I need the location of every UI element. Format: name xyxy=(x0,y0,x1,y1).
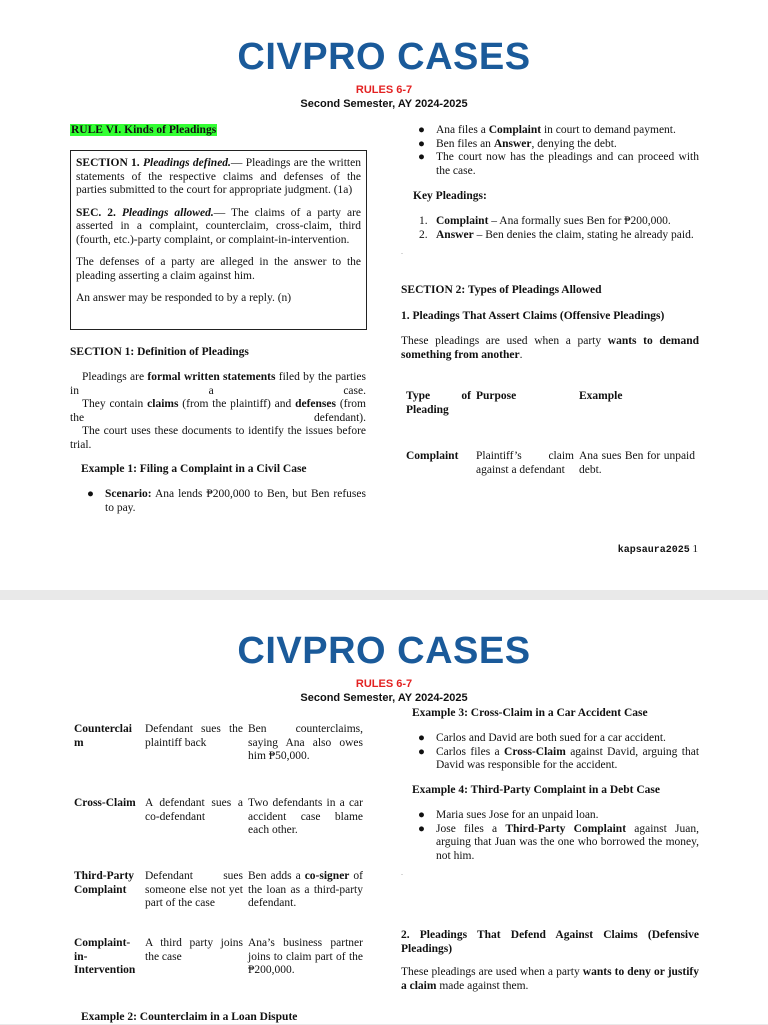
key-pleadings-heading: Key Pleadings: xyxy=(413,190,487,202)
list-item: 2. Answer – Ben denies the claim, stating he already paid. xyxy=(419,228,694,241)
definition-paragraph: Pleadings are formal written statements filed by the parties in a case. They contain claims (from the plaintiff) and defenses (from the defendant). The court uses these documents to identify the issues before trial. xyxy=(70,371,366,451)
separator-mark: . xyxy=(401,247,403,256)
reply-paragraph: An answer may be responded to by a reply. (n) xyxy=(76,292,292,304)
rules-subtitle: RULES 6-7 xyxy=(355,678,413,690)
table-row xyxy=(74,870,368,937)
page-title: CIVPRO CASES xyxy=(237,36,531,78)
footer-watermark: kapsaura2025 xyxy=(617,545,690,556)
page-title: CIVPRO CASES xyxy=(237,630,531,672)
rule-text-box xyxy=(70,150,367,330)
table-cell-purpose: A third party joins the case xyxy=(145,937,243,963)
table-cell-example: Ben counterclaims, saying Ana also owes him ₱50,000. xyxy=(248,723,363,762)
table-header-type: Type of Pleading xyxy=(406,390,471,416)
list-item: 1. Complaint – Ana formally sues Ben for ₱200,000. xyxy=(419,215,671,227)
table-cell-purpose: Defendant sues someone else not yet part of the case xyxy=(145,870,243,909)
table-row xyxy=(74,797,368,870)
table-cell-type: Complaint xyxy=(406,450,459,462)
page-footer xyxy=(618,543,698,556)
example-4-list xyxy=(401,809,699,863)
list-item: ● Carlos and David are both sued for a car accident. xyxy=(418,732,666,744)
key-pleadings-list xyxy=(401,215,699,242)
list-item: ● Carlos files a Cross-Claim against David, arguing that David was responsible for the accident. xyxy=(418,745,700,771)
table-cell-example: Ana sues Ben for unpaid debt. xyxy=(579,450,695,476)
example-1-heading: Example 1: Filing a Complaint in a Civil Case xyxy=(81,463,307,475)
rule-heading: RULE VI. Kinds of Pleadings xyxy=(71,124,217,136)
section-2-paragraph: SEC. 2. Pleadings allowed.— The claims of a party are asserted in a complaint, counterclaim, cross-claim, third (fourth, etc.)-party complaint, or complaint-in-intervention. xyxy=(76,206,362,246)
example-4-heading: Example 4: Third-Party Complaint in a Debt Case xyxy=(412,784,660,796)
rules-subtitle: RULES 6-7 xyxy=(355,84,413,96)
list-item: ● The court now has the pleadings and can proceed with the case. xyxy=(418,151,699,177)
list-item: ● Ana files a Complaint in court to demand payment. xyxy=(418,124,676,136)
semester-subtitle: Second Semester, AY 2024-2025 xyxy=(300,98,468,110)
list-item: ● Ben files an Answer, denying the debt. xyxy=(418,137,617,150)
example-3-list xyxy=(401,732,699,773)
offensive-pleadings-heading: 1. Pleadings That Assert Claims (Offensive Pleadings) xyxy=(401,310,665,322)
table-row xyxy=(406,450,700,477)
table-row xyxy=(74,723,368,797)
table-cell-purpose: A defendant sues a co-defendant xyxy=(145,797,243,823)
document-page-2 xyxy=(0,600,768,1024)
pleadings-table-continued xyxy=(74,723,368,978)
defenses-paragraph: The defenses of a party are alleged in the answer to the pleading asserting a claim against him. xyxy=(76,256,361,282)
offensive-pleadings-intro: These pleadings are used when a party wants to demand something from another. xyxy=(401,335,699,361)
table-cell-type: Third-Party Complaint xyxy=(74,870,135,896)
table-header-purpose: Purpose xyxy=(476,390,517,402)
example-1-steps-list xyxy=(401,124,699,178)
table-header-example: Example xyxy=(579,390,623,402)
table-cell-purpose: Defendant sues the plaintiff back xyxy=(145,723,243,749)
page-number: 1 xyxy=(692,543,698,555)
defensive-pleadings-heading: 2. Pleadings That Defend Against Claims (Defensive Pleadings) xyxy=(401,929,699,955)
pleadings-table-header xyxy=(406,390,700,417)
table-row xyxy=(74,937,368,978)
table-cell-example: Ana’s business partner joins to claim part of the ₱200,000. xyxy=(248,937,363,976)
example-2-heading: Example 2: Counterclaim in a Loan Dispute xyxy=(81,1011,298,1023)
separator-mark: . xyxy=(401,868,403,877)
table-cell-type: Complaint-in-Intervention xyxy=(74,937,136,976)
table-cell-purpose: Plaintiff’s claim against a defendant xyxy=(476,450,574,476)
example-1-list xyxy=(70,488,366,515)
table-cell-example: Ben adds a co-signer of the loan as a third-party defendant. xyxy=(248,870,364,909)
list-item: ● Jose files a Third-Party Complaint against Juan, arguing that Juan was the one who borrowed the money, not him. xyxy=(418,822,700,862)
example-3-heading: Example 3: Cross-Claim in a Car Accident Case xyxy=(412,707,648,719)
table-cell-example: Two defendants in a car accident case blame each other. xyxy=(248,797,363,836)
list-item: ● Maria sues Jose for an unpaid loan. xyxy=(418,809,599,821)
table-cell-type: Cross-Claim xyxy=(74,797,136,809)
section-2-heading: SECTION 2: Types of Pleadings Allowed xyxy=(401,284,602,296)
defensive-pleadings-intro: These pleadings are used when a party wants to deny or justify a claim made against them. xyxy=(401,966,700,992)
list-item: ● Scenario: Ana lends ₱200,000 to Ben, but Ben refuses to pay. xyxy=(87,488,366,514)
section-1-heading: SECTION 1: Definition of Pleadings xyxy=(70,346,249,358)
semester-subtitle: Second Semester, AY 2024-2025 xyxy=(300,692,468,704)
section-1-paragraph: SECTION 1. Pleadings defined.— Pleadings are the written statements of the respective claims and defenses of the parties submitted to the court for appropriate judgment. (1a) xyxy=(76,157,361,196)
table-cell-type: Counterclaim xyxy=(74,723,132,749)
